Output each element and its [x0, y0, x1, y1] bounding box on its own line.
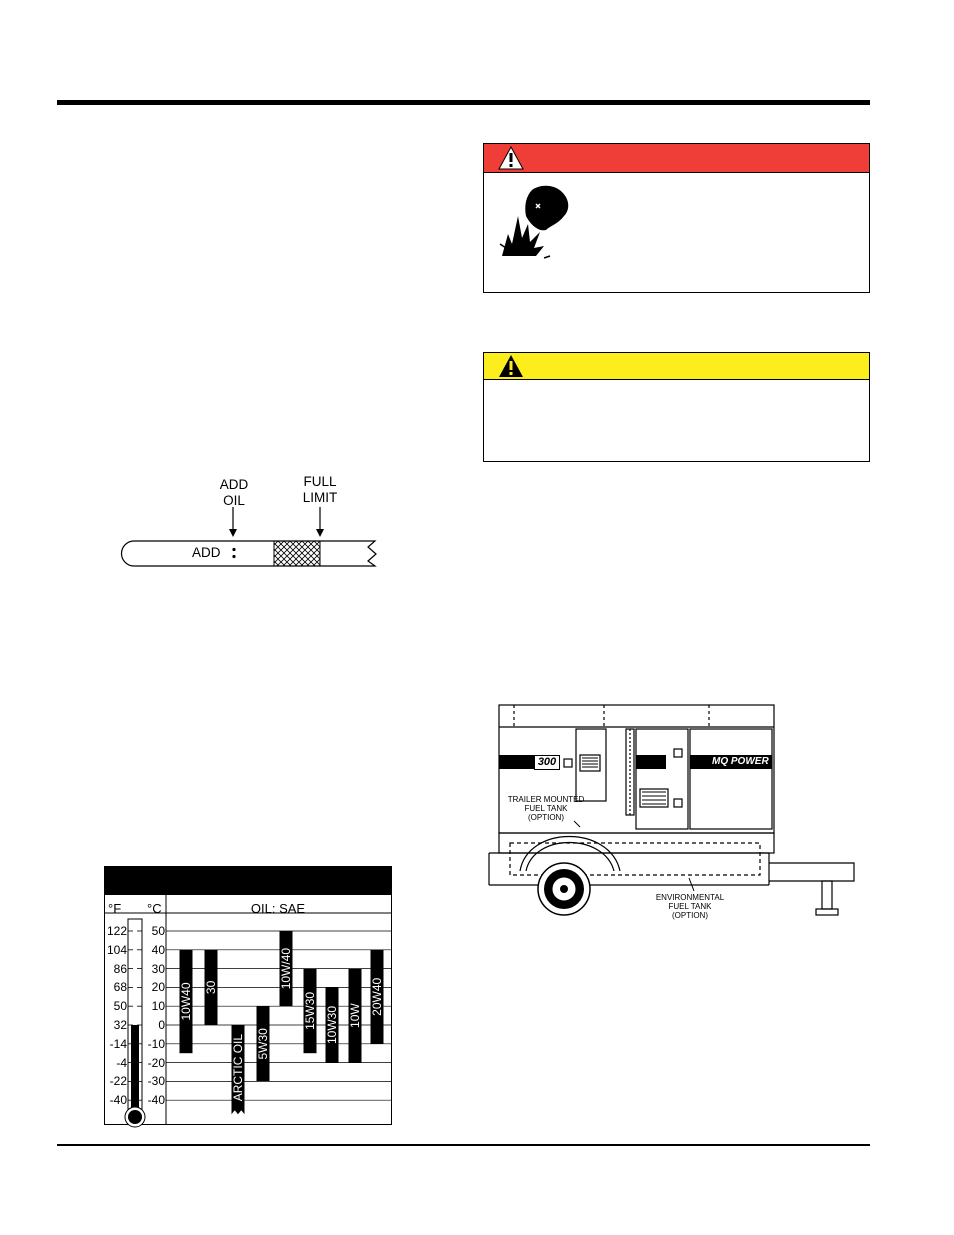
caution-header: [484, 353, 869, 380]
grade-label: 5W30: [256, 1028, 270, 1060]
dipstick-diagram: [110, 505, 390, 575]
danger-header: [484, 144, 869, 173]
fahrenheit-tick-label: -22: [109, 1074, 127, 1089]
full-limit-label: FULL LIMIT: [302, 474, 338, 505]
header-rule: [57, 100, 870, 105]
footer-rule: [57, 1144, 870, 1146]
fahrenheit-tick-label: 104: [106, 942, 127, 957]
trailer-tank-label: TRAILER MOUNTED FUEL TANK (OPTION): [507, 795, 585, 822]
celsius-tick-label: 10: [151, 999, 165, 1014]
fahrenheit-tick-label: -14: [109, 1036, 127, 1051]
thermometer-icon: [125, 919, 145, 1127]
caution-alert: [483, 352, 870, 462]
celsius-tick-label: -10: [147, 1036, 165, 1051]
fahrenheit-tick-label: 122: [106, 924, 127, 938]
chart-plot: [104, 895, 392, 1135]
fahrenheit-tick-label: -4: [116, 1055, 127, 1070]
grade-label: 10W/40: [279, 947, 293, 990]
celsius-tick-label: 50: [151, 924, 165, 938]
add-oil-label: ADD OIL: [219, 477, 249, 508]
warning-triangle-icon: [498, 146, 524, 170]
celsius-tick-label: 20: [151, 980, 165, 995]
grade-label: ARCTIC OIL: [231, 1033, 245, 1102]
grade-label: 30: [204, 980, 218, 995]
celsius-tick-label: 0: [158, 1018, 165, 1032]
celsius-tick-label: -40: [147, 1093, 165, 1108]
fahrenheit-tick-label: 68: [113, 980, 127, 995]
fahrenheit-tick-label: 50: [113, 999, 127, 1014]
brand-logo: MQ POWER: [712, 756, 769, 767]
grade-label: 10W: [348, 1003, 362, 1028]
celsius-tick-label: -30: [147, 1074, 165, 1089]
celsius-tick-label: 40: [151, 942, 165, 957]
dipstick-add-text: ADD: [192, 545, 221, 560]
environmental-tank-label: ENVIRONMENTAL FUEL TANK (OPTION): [655, 893, 725, 920]
warning-triangle-icon: [498, 354, 524, 378]
chart-header-bar: [104, 866, 392, 895]
celsius-tick-label: -20: [147, 1055, 165, 1070]
danger-alert: [483, 143, 870, 293]
grade-label: 15W30: [303, 991, 317, 1030]
explosion-icon: [496, 182, 576, 262]
grade-label: 10W30: [325, 1005, 339, 1045]
fahrenheit-unit: °F: [108, 901, 122, 916]
grade-label: 20W40: [370, 977, 384, 1016]
chart-title: OIL: SAE: [250, 901, 306, 916]
celsius-unit: °C: [147, 901, 162, 916]
model-number-badge: 300: [534, 755, 560, 770]
fahrenheit-tick-label: -40: [109, 1093, 127, 1108]
fahrenheit-tick-label: 86: [113, 961, 127, 976]
grade-label: 10W40: [179, 982, 193, 1021]
fahrenheit-tick-label: 32: [113, 1018, 127, 1032]
celsius-tick-label: 30: [151, 961, 165, 976]
